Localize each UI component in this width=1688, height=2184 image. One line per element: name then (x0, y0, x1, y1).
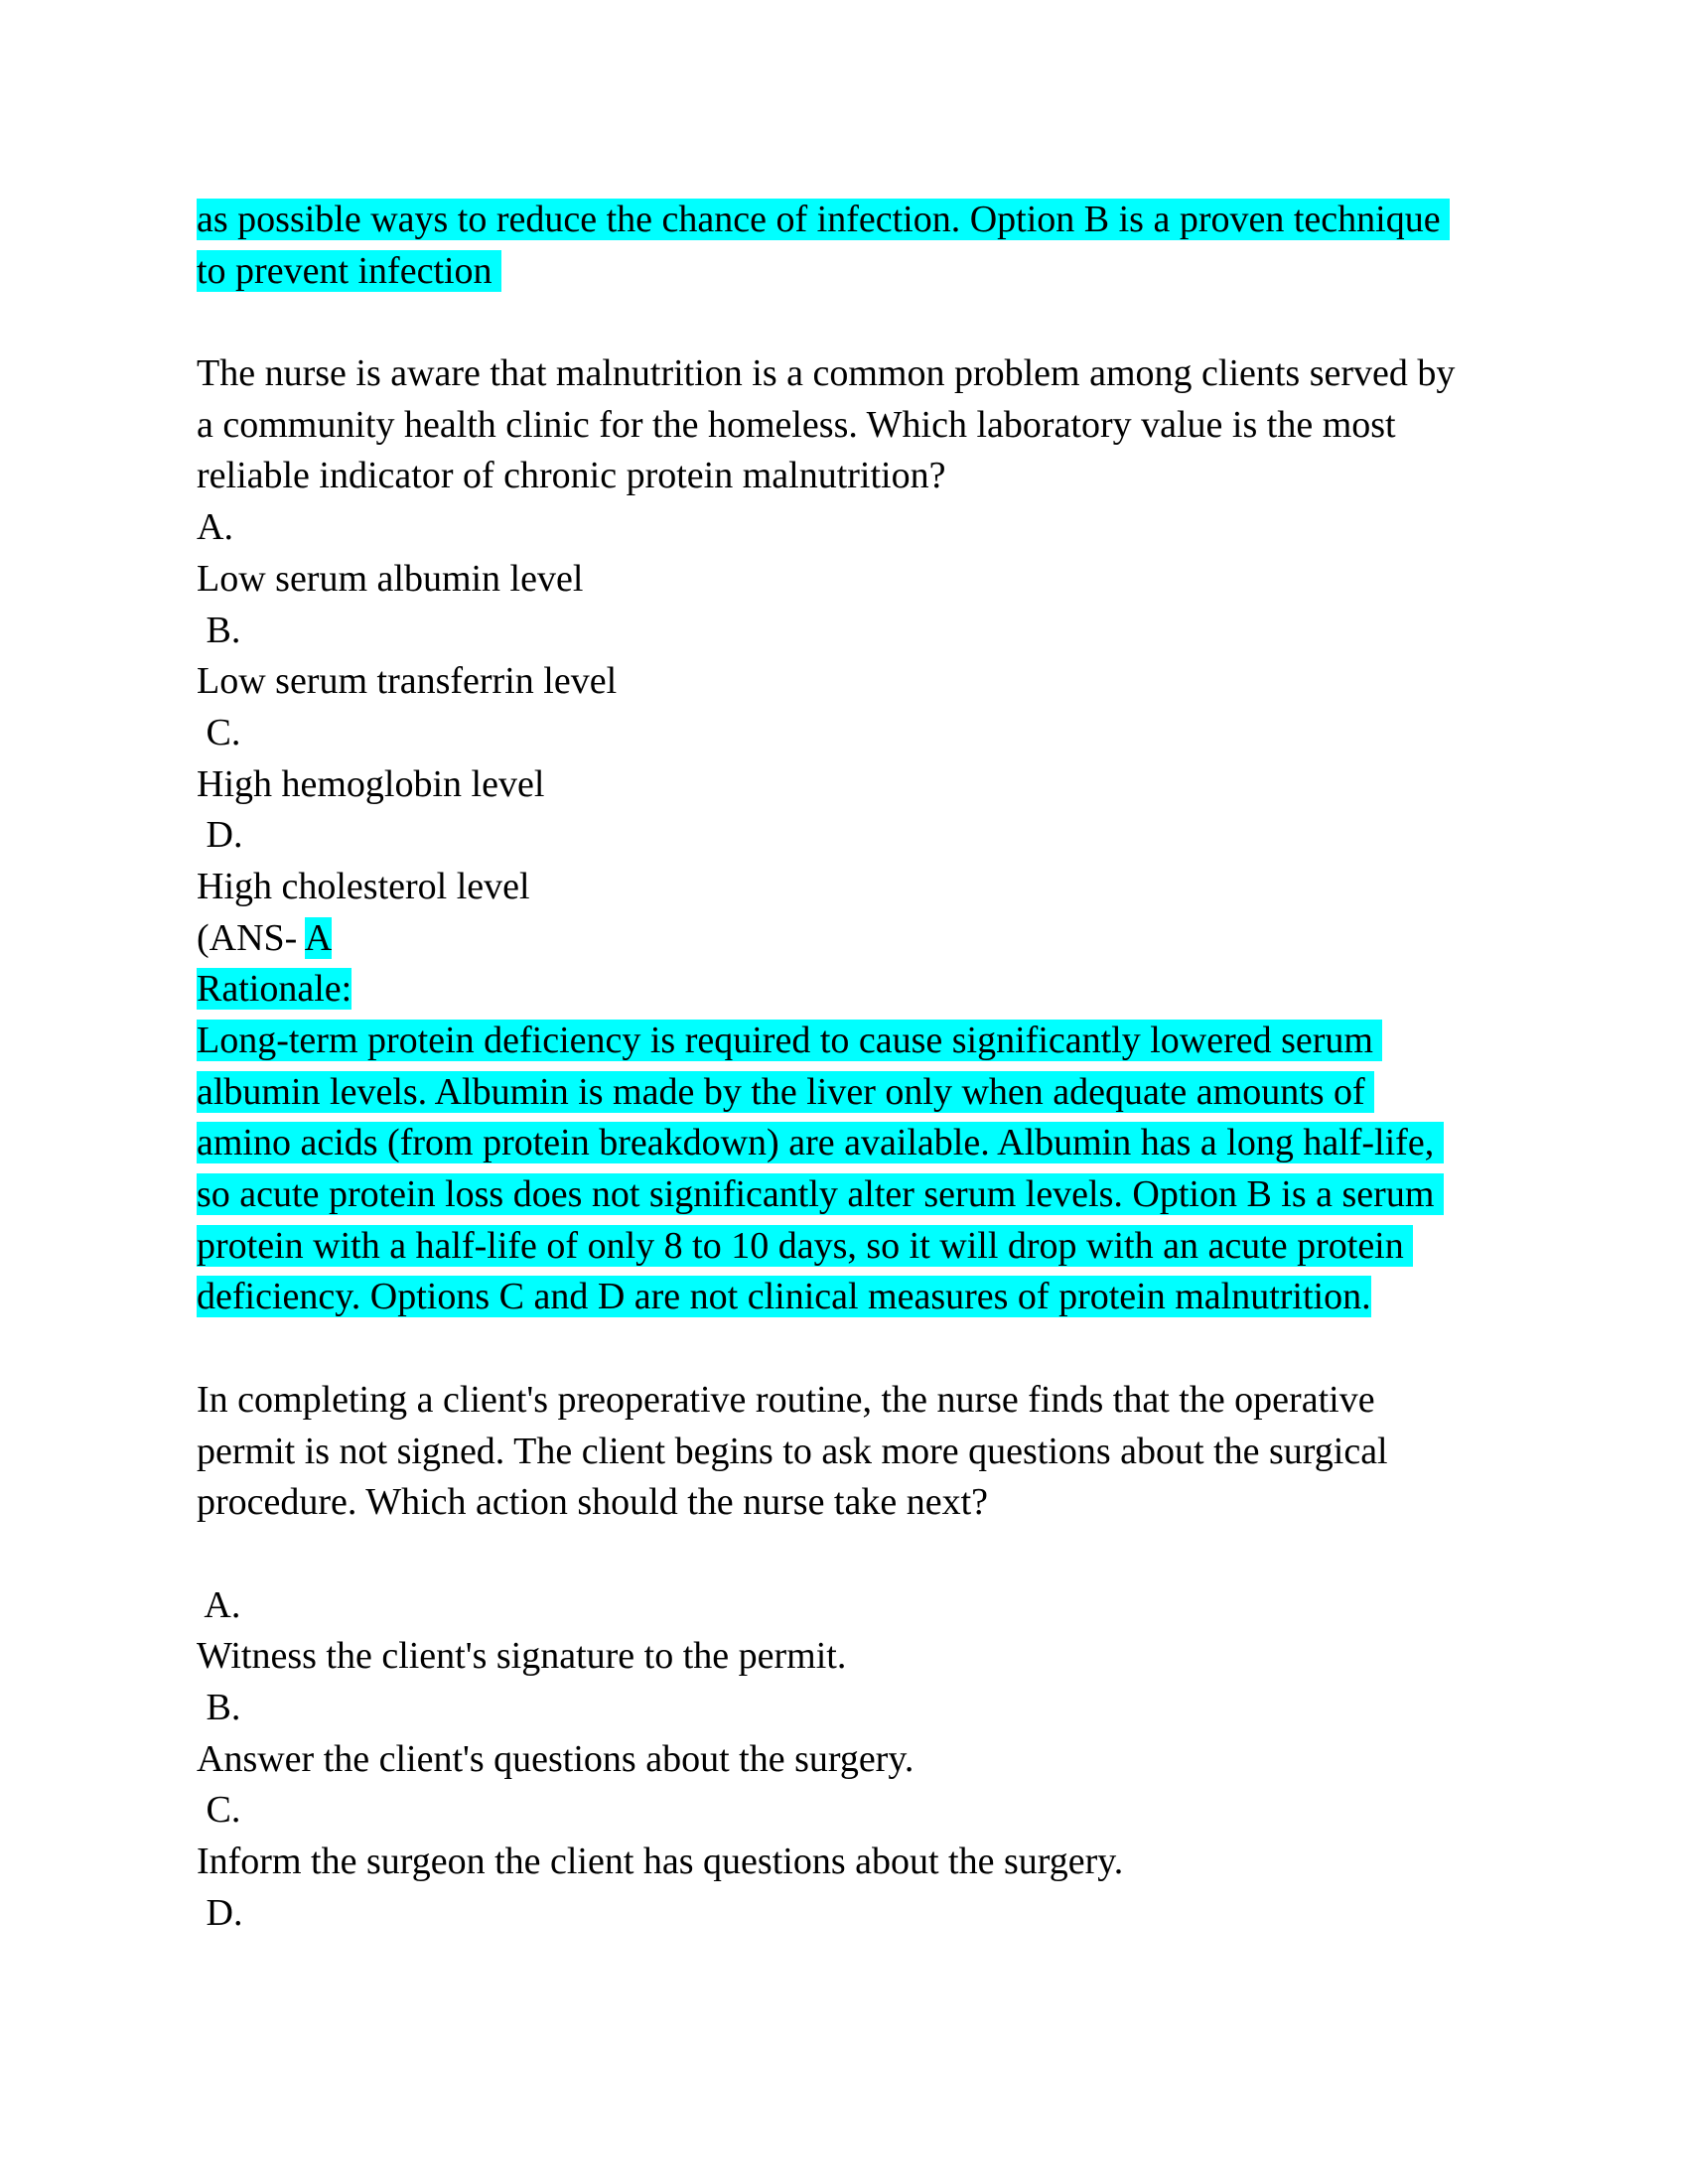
text-line (197, 1427, 1517, 1478)
text-line (197, 502, 1517, 554)
text-segment: (ANS- (197, 916, 305, 959)
highlighted-text: protein with a half-life of only 8 to 10 days, so it will drop with an acute protein (197, 1224, 1414, 1267)
text-line (197, 708, 1517, 759)
highlighted-text: albumin levels. Albumin is made by the liver only when adequate amounts of (197, 1070, 1375, 1113)
text-segment: Inform the surgeon the client has questions about the surgery. (197, 1841, 1124, 1882)
highlighted-text: Long-term protein deficiency is required to cause significantly lowered serum (197, 1020, 1383, 1061)
text-segment: Witness the client's signature to the permit. (197, 1635, 847, 1678)
text-line (197, 400, 1517, 452)
text-line (197, 759, 1517, 811)
document-content (197, 195, 1517, 1939)
text-line (197, 862, 1517, 913)
text-line (197, 606, 1517, 657)
text-line (197, 913, 1517, 965)
text-line (197, 1016, 1517, 1067)
text-segment: A. (197, 1583, 241, 1626)
text-line (197, 1221, 1517, 1273)
highlighted-text: deficiency. Options C and D are not clinical measures of protein malnutrition. (197, 1276, 1371, 1318)
text-segment: In completing a client's preoperative routine, the nurse finds that the operative (197, 1378, 1375, 1421)
text-line (197, 451, 1517, 502)
highlighted-text: amino acids (from protein breakdown) are available. Albumin has a long half-life, (197, 1122, 1444, 1164)
blank-line (197, 1323, 1517, 1375)
blank-line (197, 297, 1517, 348)
text-line (197, 1683, 1517, 1734)
text-line (197, 1118, 1517, 1169)
highlighted-text: so acute protein loss does not significantly alter serum levels. Option B is a serum (197, 1173, 1444, 1216)
text-line (197, 1734, 1517, 1786)
text-line (197, 554, 1517, 606)
text-line (197, 1888, 1517, 1940)
text-segment: High hemoglobin level (197, 762, 545, 805)
text-segment: B. (197, 609, 241, 651)
text-segment: High cholesterol level (197, 865, 530, 907)
text-line (197, 1837, 1517, 1888)
text-segment: Low serum transferrin level (197, 660, 618, 703)
text-line (197, 1785, 1517, 1837)
text-line (197, 964, 1517, 1016)
text-line (197, 1067, 1517, 1119)
highlighted-text: to prevent infection (197, 249, 502, 292)
text-segment: B. (197, 1686, 241, 1728)
text-line (197, 1631, 1517, 1683)
text-segment: A. (197, 506, 233, 549)
text-line (197, 1169, 1517, 1221)
text-line (197, 195, 1517, 246)
highlighted-text: Rationale: (197, 968, 352, 1011)
text-line (197, 1272, 1517, 1323)
text-segment: D. (197, 1891, 243, 1934)
text-line (197, 348, 1517, 400)
text-segment: Low serum albumin level (197, 557, 584, 600)
text-segment: C. (197, 1789, 241, 1832)
text-segment: reliable indicator of chronic protein malnutrition? (197, 455, 946, 497)
text-segment: The nurse is aware that malnutrition is a common problem among clients served by (197, 352, 1456, 395)
highlighted-text: as possible ways to reduce the chance of infection. Option B is a proven technique (197, 199, 1451, 240)
text-line (197, 656, 1517, 708)
text-segment: permit is not signed. The client begins to ask more questions about the surgical (197, 1430, 1388, 1472)
highlighted-text: A (304, 916, 333, 959)
text-segment: procedure. Which action should the nurse take next? (197, 1481, 989, 1524)
text-segment: a community health clinic for the homeless. Which laboratory value is the most (197, 403, 1396, 446)
text-line (197, 1477, 1517, 1529)
text-line (197, 1580, 1517, 1632)
text-line (197, 810, 1517, 862)
text-segment: D. (197, 814, 243, 857)
text-segment: C. (197, 711, 241, 753)
text-segment: Answer the client's questions about the surgery. (197, 1737, 914, 1780)
text-line (197, 246, 1517, 298)
blank-line (197, 1529, 1517, 1580)
text-line (197, 1375, 1517, 1427)
